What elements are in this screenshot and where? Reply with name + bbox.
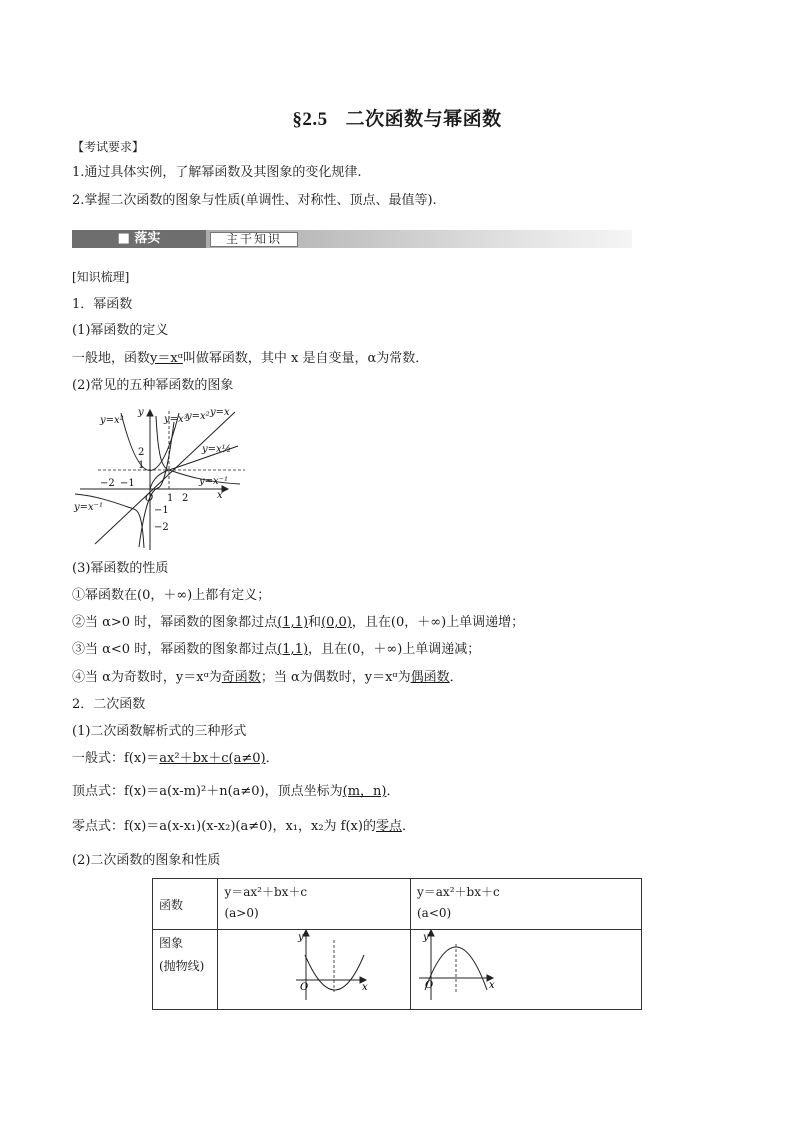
down-x-label: x bbox=[489, 980, 495, 991]
definition-prefix: 一般地，函数 bbox=[72, 351, 151, 366]
graph-origin-label: O bbox=[145, 493, 154, 504]
knowledge-heading: [知识梳理] bbox=[72, 270, 130, 284]
graph-tick-xm1: −1 bbox=[120, 478, 135, 489]
form-vertex: 顶点式：f(x)＝a(x-m)²＋n(a≠0)，顶点坐标为(m，n)． bbox=[72, 784, 400, 799]
up-origin: O bbox=[300, 982, 309, 993]
label-inverse-right: y=x⁻¹ bbox=[199, 476, 228, 487]
subheading-graph-properties: (2)二次函数的图象和性质 bbox=[72, 853, 221, 868]
parabola-down-curve bbox=[425, 947, 487, 990]
subheading-three-forms: (1)二次函数解析式的三种形式 bbox=[72, 724, 247, 739]
label-x-squared-top: y=x² bbox=[186, 411, 210, 422]
definition-text bbox=[72, 350, 428, 368]
down-origin: O bbox=[425, 980, 434, 991]
exam-heading: 【考试要求】 bbox=[72, 140, 145, 154]
form-general: 一般式：f(x)＝ax²＋bx＋c(a≠0)． bbox=[72, 751, 279, 766]
up-x-label: x bbox=[362, 982, 369, 993]
definition-suffix: 叫做幂函数，其中 x 是自变量，α为常数． bbox=[182, 351, 429, 366]
property-1: ①幂函数在(0，＋∞)上都有定义； bbox=[72, 588, 271, 603]
label-x-linear: y=x bbox=[210, 407, 230, 418]
label-sqrt: y=x½ bbox=[202, 444, 232, 455]
down-y-label: y bbox=[423, 932, 429, 943]
property-2-point-1: (1,1) bbox=[277, 615, 309, 630]
table-row bbox=[153, 930, 642, 1010]
table-graph-a-positive bbox=[218, 930, 411, 1010]
property-3-point: (1,1) bbox=[277, 642, 309, 657]
graph-tick-x1: 1 bbox=[167, 493, 174, 504]
banner-left-label: ■ 落实 bbox=[72, 230, 206, 248]
form-general-formula: ax²＋bx＋c(a≠0) bbox=[159, 751, 266, 766]
form-zero-term: 零点 bbox=[375, 819, 402, 834]
heading-power-function: 1．幂函数 bbox=[72, 297, 133, 312]
heading-quadratic: 2．二次函数 bbox=[72, 697, 146, 712]
table-condition-a-negative: (a<0) bbox=[417, 906, 452, 920]
table-graph-a-negative bbox=[411, 930, 642, 1010]
parabola-down-graph bbox=[411, 930, 641, 1006]
exam-item-1: 1.通过具体实例，了解幂函数及其图象的变化规律. bbox=[72, 165, 362, 180]
table-cell-a-positive bbox=[218, 879, 411, 930]
graph-y-label: y bbox=[138, 407, 144, 418]
label-x-cubed: y=x³ bbox=[164, 414, 188, 425]
property-3: ③当 α<0 时，幂函数的图象都过点(1,1)，且在(0，＋∞)上单调递减； bbox=[72, 642, 481, 657]
quadratic-table bbox=[152, 878, 642, 1010]
up-y-arrow bbox=[303, 930, 309, 936]
definition-formula: y＝xᵅ bbox=[150, 351, 183, 366]
page-title bbox=[0, 104, 794, 131]
up-y-label: y bbox=[298, 932, 305, 943]
table-condition-a-positive: (a>0) bbox=[224, 906, 259, 920]
graph-tick-ym2: −2 bbox=[154, 522, 169, 533]
property-4-odd: 奇函数 bbox=[221, 670, 261, 685]
subheading-properties: (3)幂函数的性质 bbox=[72, 561, 169, 576]
graph-tick-xm2: −2 bbox=[100, 478, 115, 489]
graph-tick-x2: 2 bbox=[182, 493, 189, 504]
subheading-definition: (1)幂函数的定义 bbox=[72, 323, 169, 338]
power-function-graph bbox=[70, 402, 250, 552]
property-4-even: 偶函数 bbox=[410, 670, 450, 685]
section-banner bbox=[72, 230, 632, 248]
down-y-arrow bbox=[428, 930, 434, 936]
label-inverse-left: y=x⁻¹ bbox=[74, 502, 103, 513]
table-cell-a-negative bbox=[411, 879, 642, 930]
property-2-point-2: (0,0) bbox=[321, 615, 352, 630]
parabola-up-curve bbox=[305, 955, 364, 990]
table-head-function: 函数 bbox=[153, 879, 218, 930]
form-zero: 零点式：f(x)＝a(x-x₁)(x-x₂)(a≠0)，x₁，x₂为 f(x)的零点． bbox=[72, 819, 415, 834]
table-head-graph: 图象 (抛物线) bbox=[153, 930, 218, 1010]
parabola-up-graph bbox=[218, 930, 398, 1006]
graph-x-label: x bbox=[217, 490, 223, 501]
graph-y-arrow bbox=[147, 410, 153, 416]
table-row bbox=[153, 879, 642, 930]
subheading-five-graphs: (2)常见的五种幂函数的图象 bbox=[72, 378, 234, 393]
property-4: ④当 α为奇数时，y＝xᵅ为奇函数；当 α为偶数时，y＝xᵅ为偶函数． bbox=[72, 670, 463, 685]
title-text: 二次函数与幂函数 bbox=[345, 108, 502, 130]
table-formula-a-positive: y＝ax²＋bx＋c bbox=[224, 885, 308, 899]
label-x-squared: y=x² bbox=[100, 415, 124, 426]
form-vertex-coordinate: (m，n) bbox=[342, 784, 387, 799]
exam-item-2: 2.掌握二次函数的图象与性质(单调性、对称性、顶点、最值等). bbox=[72, 193, 437, 208]
banner-right-label: 主干知识 bbox=[210, 232, 298, 247]
table-formula-a-negative: y＝ax²＋bx＋c bbox=[417, 885, 500, 899]
section-number: §2.5 bbox=[292, 109, 328, 130]
graph-tick-ym1: −1 bbox=[154, 505, 169, 516]
graph-tick-y2: 2 bbox=[138, 447, 145, 458]
graph-tick-y1: 1 bbox=[138, 460, 145, 471]
property-2: ②当 α>0 时，幂函数的图象都过点(1,1)和(0,0)，且在(0，＋∞)上单调递增； bbox=[72, 615, 525, 630]
